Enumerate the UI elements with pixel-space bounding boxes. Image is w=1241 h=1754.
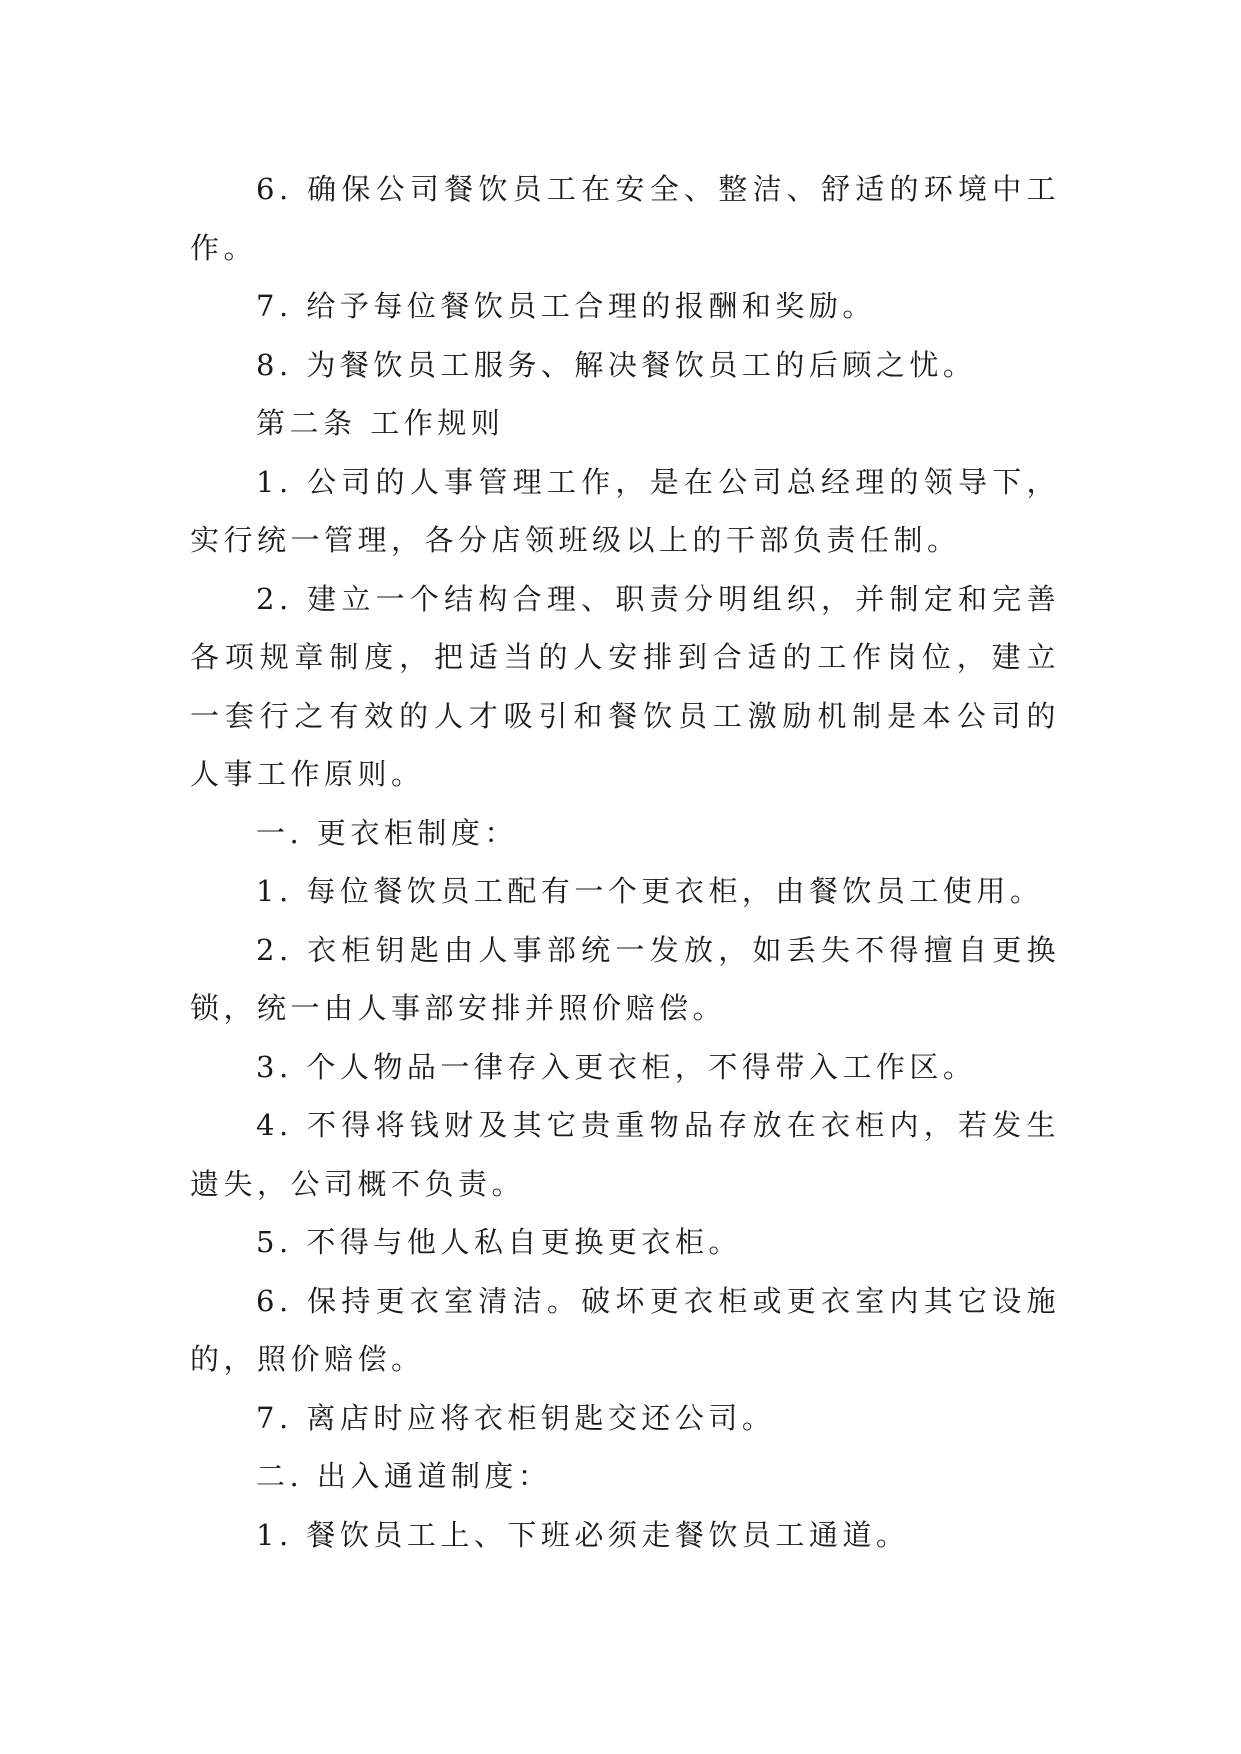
paragraph-locker-6: 6. 保持更衣室清洁。破坏更衣柜或更衣室内其它设施的，照价赔偿。 <box>190 1283 1060 1376</box>
paragraph-locker-5: 5. 不得与他人私自更换更衣柜。 <box>256 1225 742 1259</box>
paragraph-locker-2: 2. 衣柜钥匙由人事部统一发放，如丢失不得擅自更换锁，统一由人事部安排并照价赔偿。 <box>190 932 1060 1025</box>
document-body <box>190 160 1060 1564</box>
paragraph-item-8-employee-service: 8. 为餐饮员工服务、解决餐饮员工的后顾之忧。 <box>256 347 977 382</box>
section-heading-article-2: 第二条 工作规则 <box>256 406 505 440</box>
paragraph-rule-2: 2. 建立一个结构合理、职责分明组织，并制定和完善各项规章制度，把适当的人安排到合适的工作岗位，建立一套行之有效的人才吸引和餐饮员工激励机制是本公司的人事工作原则。 <box>190 581 1060 791</box>
paragraph-locker-1: 1. 每位餐饮员工配有一个更衣柜，由餐饮员工使用。 <box>256 874 1044 908</box>
paragraph-item-7-compensation: 7. 给予每位餐饮员工合理的报酬和奖励。 <box>256 289 876 323</box>
paragraph-locker-3: 3. 个人物品一律存入更衣柜，不得带入工作区。 <box>256 1049 977 1084</box>
paragraph-locker-4: 4. 不得将钱财及其它贵重物品存放在衣柜内，若发生遗失，公司概不负责。 <box>190 1108 1060 1201</box>
paragraph-entry-exit-1: 1. 餐饮员工上、下班必须走餐饮员工通道。 <box>256 1517 910 1552</box>
section-heading-locker-policy: 一. 更衣柜制度： <box>256 815 518 850</box>
paragraph-item-6-work-environment: 6. 确保公司餐饮员工在安全、整洁、舒适的环境中工作。 <box>190 172 1060 265</box>
paragraph-rule-1: 1. 公司的人事管理工作，是在公司总经理的领导下，实行统一管理，各分店领班级以上的干部负责任制。 <box>190 464 1060 557</box>
paragraph-locker-7: 7. 离店时应将衣柜钥匙交还公司。 <box>256 1400 776 1435</box>
section-heading-entry-exit-policy: 二. 出入通道制度： <box>256 1459 552 1493</box>
